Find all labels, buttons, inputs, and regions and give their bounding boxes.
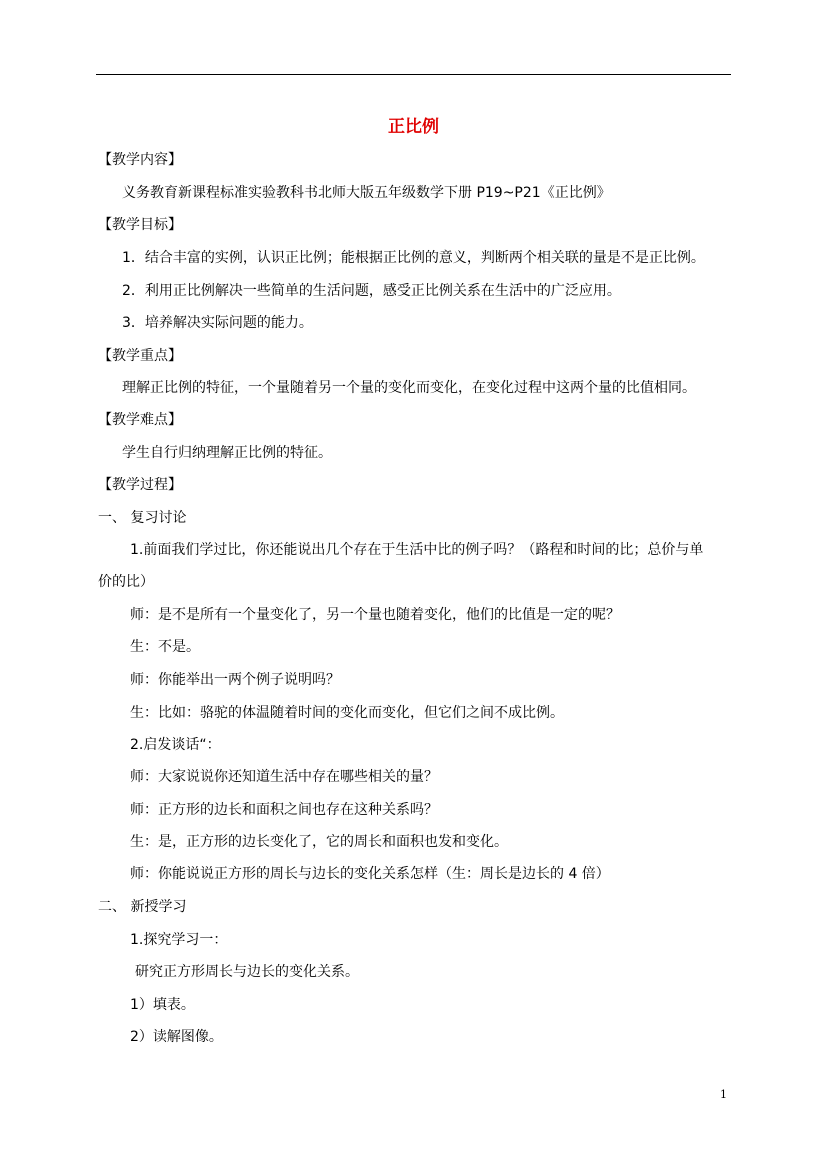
section-heading-content: 【教学内容】 [98, 152, 182, 168]
dialogue-line: 师：是不是所有一个量变化了，另一个量也随着变化，他们的比值是一定的呢？ [130, 607, 620, 623]
list-item: 2）读解图像。 [130, 1029, 223, 1045]
section-heading-process: 【教学过程】 [98, 477, 182, 493]
paragraph-line: 研究正方形周长与边长的变化关系。 [135, 964, 359, 980]
dialogue-line: 师：你能说说正方形的周长与边长的变化关系怎样（生：周长是边长的 4 倍） [130, 866, 610, 882]
paragraph-difficulty: 学生自行归纳理解正比例的特征。 [122, 445, 332, 461]
subsection-heading: 一、 复习讨论 [98, 510, 187, 526]
objective-item: 3．培养解决实际问题的能力。 [122, 315, 313, 331]
paragraph-line: 价的比） [98, 574, 154, 590]
paragraph-keypoints: 理解正比例的特征，一个量随着另一个量的变化而变化，在变化过程中这两个量的比值相同。 [122, 380, 696, 396]
page-number: 1 [720, 1088, 727, 1101]
dialogue-line: 师：大家说说你还知道生活中存在哪些相关的量？ [130, 769, 438, 785]
dialogue-line: 生：不是。 [130, 639, 200, 655]
objective-item: 2．利用正比例解决一些简单的生活问题，感受正比例关系在生活中的广泛应用。 [122, 283, 621, 299]
list-item: 1）填表。 [130, 997, 195, 1013]
document-title: 正比例 [388, 117, 439, 137]
objective-item: 1．结合丰富的实例，认识正比例；能根据正比例的意义，判断两个相关联的量是不是正比例。 [122, 250, 705, 266]
paragraph-line: 1.前面我们学过比，你还能说出几个存在于生活中比的例子吗？（路程和时间的比；总价与单 [130, 542, 704, 558]
section-heading-objectives: 【教学目标】 [98, 217, 182, 233]
paragraph-line: 2.启发谈话“： [130, 737, 221, 753]
dialogue-line: 生：是，正方形的边长变化了，它的周长和面积也发和变化。 [130, 834, 508, 850]
subsection-heading: 二、 新授学习 [98, 899, 187, 915]
paragraph-line: 1.探究学习一： [130, 932, 228, 948]
dialogue-line: 师：你能举出一两个例子说明吗？ [130, 672, 340, 688]
dialogue-line: 师：正方形的边长和面积之间也存在这种关系吗？ [130, 802, 438, 818]
header-rule [96, 74, 731, 75]
section-heading-difficulty: 【教学难点】 [98, 412, 182, 428]
section-heading-keypoints: 【教学重点】 [98, 348, 182, 364]
paragraph-content: 义务教育新课程标准实验教科书北师大版五年级数学下册 P19~P21《正比例》 [122, 185, 611, 201]
dialogue-line: 生：比如：骆驼的体温随着时间的变化而变化，但它们之间不成比例。 [130, 705, 564, 721]
